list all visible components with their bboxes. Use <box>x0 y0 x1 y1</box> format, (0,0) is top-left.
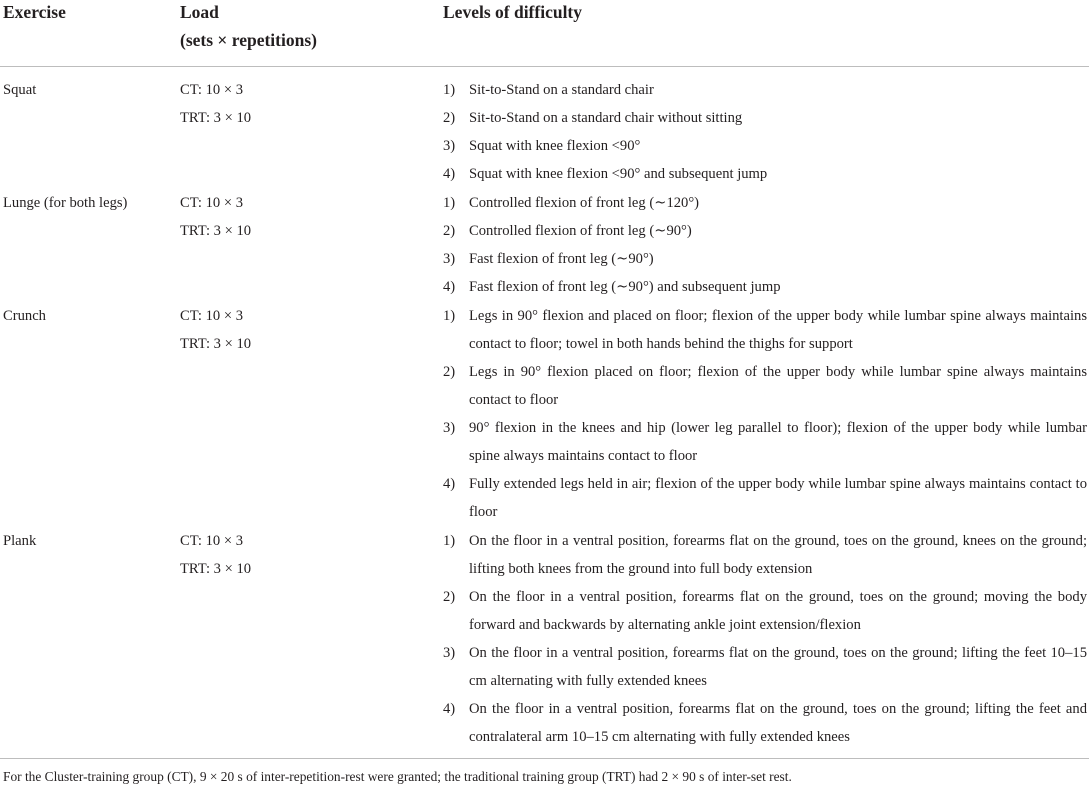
load-ct: CT: 10 × 3 <box>180 533 244 549</box>
difficulty-level <box>443 695 1087 751</box>
difficulty-level <box>443 527 1087 583</box>
load-ct: CT: 10 × 3 <box>180 82 244 98</box>
level-text: On the floor in a ventral position, forearms flat on the ground, toes on the ground; lifting the feet and contralateral arm 10–15 cm alternating with fully extended knees <box>469 701 1087 745</box>
exercise-name: Squat <box>3 82 37 98</box>
difficulty-level <box>443 160 1087 188</box>
level-number: 2) <box>443 364 456 380</box>
level-text: Legs in 90° flexion and placed on floor; flexion of the upper body while lumbar spine always maintains contact to floor; towel in both hands behind the thighs for support <box>469 308 1087 352</box>
load-trt: TRT: 3 × 10 <box>180 336 252 352</box>
difficulty-level <box>443 470 1087 526</box>
level-text: Legs in 90° flexion placed on floor; flexion of the upper body while lumbar spine always maintains contact to floor <box>469 364 1087 408</box>
level-text: 90° flexion in the knees and hip (lower leg parallel to floor); flexion of the upper body while lumbar spine always maintains contact to floor <box>469 420 1087 464</box>
level-number: 4) <box>443 701 456 717</box>
table-footnote: For the Cluster-training group (CT), 9 × 20 s of inter-repetition-rest were granted; the traditional training group (TRT) had 2 × 90 s of inter-set rest. <box>3 769 792 784</box>
level-text: Fully extended legs held in air; flexion of the upper body while lumbar spine always maintains contact to floor <box>469 476 1087 520</box>
header-exercise: Exercise <box>3 2 66 22</box>
level-text: Controlled flexion of front leg (∼120°) <box>469 195 700 211</box>
level-number: 4) <box>443 476 456 492</box>
difficulty-level <box>443 217 1087 245</box>
load-trt: TRT: 3 × 10 <box>180 223 252 239</box>
difficulty-level <box>443 273 1087 301</box>
difficulty-level <box>443 414 1087 470</box>
difficulty-level <box>443 104 1087 132</box>
load-trt: TRT: 3 × 10 <box>180 110 252 126</box>
level-number: 2) <box>443 223 456 239</box>
load-ct: CT: 10 × 3 <box>180 308 244 324</box>
table-bottom-rule <box>0 758 1089 759</box>
level-number: 4) <box>443 279 456 295</box>
load-trt: TRT: 3 × 10 <box>180 561 252 577</box>
level-number: 3) <box>443 420 456 436</box>
level-number: 1) <box>443 195 456 211</box>
exercise-name: Plank <box>3 533 37 549</box>
level-number: 2) <box>443 589 456 605</box>
level-text: On the floor in a ventral position, forearms flat on the ground, toes on the ground; moving the body forward and backwards by alternating ankle joint extension/flexion <box>469 589 1087 633</box>
level-text: Squat with knee flexion <90° <box>469 138 641 154</box>
difficulty-level <box>443 245 1087 273</box>
level-text: Sit-to-Stand on a standard chair <box>469 82 654 98</box>
level-text: On the floor in a ventral position, forearms flat on the ground, toes on the ground, knees on the ground; lifting both knees from the ground into full body extension <box>469 533 1087 577</box>
level-text: Fast flexion of front leg (∼90°) and subsequent jump <box>469 279 781 295</box>
level-text: On the floor in a ventral position, forearms flat on the ground, toes on the ground; lifting the feet 10–15 cm alternating with fully extended knees <box>469 645 1087 689</box>
exercise-name: Crunch <box>3 308 46 324</box>
load-ct: CT: 10 × 3 <box>180 195 244 211</box>
level-number: 3) <box>443 251 456 267</box>
level-number: 3) <box>443 645 456 661</box>
header-load: Load <box>180 2 219 22</box>
header-load-subtitle: (sets × repetitions) <box>180 30 317 50</box>
level-number: 1) <box>443 82 456 98</box>
level-number: 1) <box>443 308 456 324</box>
difficulty-level <box>443 76 1087 104</box>
level-number: 4) <box>443 166 456 182</box>
level-number: 3) <box>443 138 456 154</box>
header-rule <box>0 66 1089 67</box>
level-number: 1) <box>443 533 456 549</box>
level-text: Sit-to-Stand on a standard chair without sitting <box>469 110 743 126</box>
exercise-name: Lunge (for both legs) <box>3 195 128 211</box>
level-text: Fast flexion of front leg (∼90°) <box>469 251 654 267</box>
difficulty-level <box>443 132 1087 160</box>
difficulty-level <box>443 358 1087 414</box>
difficulty-level <box>443 189 1087 217</box>
level-number: 2) <box>443 110 456 126</box>
difficulty-level <box>443 583 1087 639</box>
level-text: Squat with knee flexion <90° and subsequent jump <box>469 166 768 182</box>
header-levels: Levels of difficulty <box>443 2 583 22</box>
difficulty-level <box>443 639 1087 695</box>
difficulty-level <box>443 302 1087 358</box>
level-text: Controlled flexion of front leg (∼90°) <box>469 223 692 239</box>
